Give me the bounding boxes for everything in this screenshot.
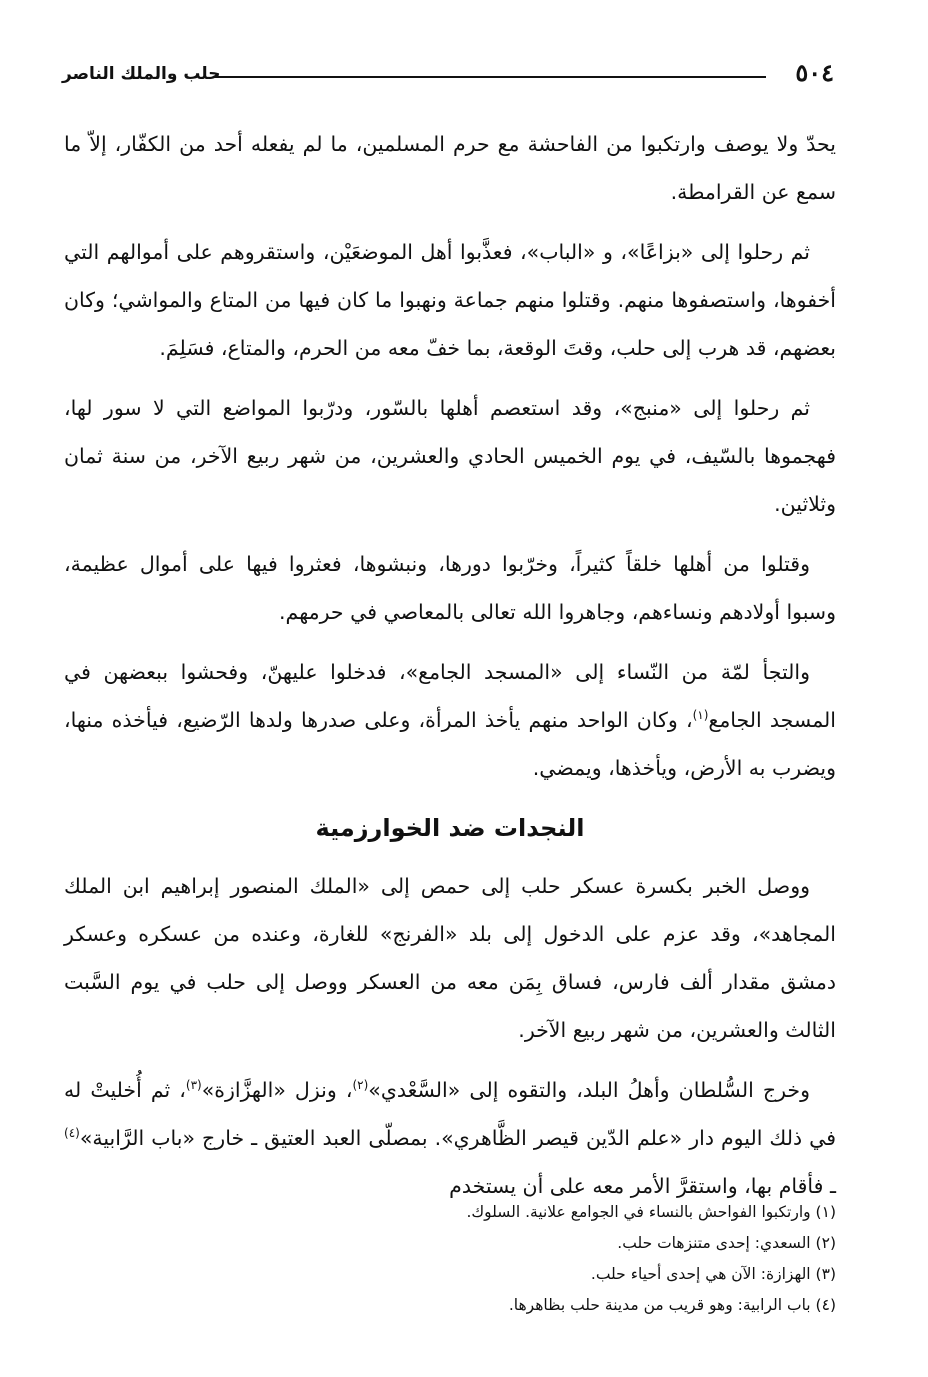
footnote-reference[interactable]: (٤) bbox=[64, 1126, 80, 1141]
body-text bbox=[64, 120, 836, 1222]
paragraph: ثم رحلوا إلى «منبج»، وقد استعصم أهلها بالسّور، ودرّبوا المواضع التي لا سور لها، فهجموها بالسّيف، في يوم الخميس الحادي والعشرين، من شهر ربيع الآخر، من سنة ثمان وثلاثين. bbox=[64, 396, 836, 516]
footnote-text: السعدي: إحدى متنزهات حلب. bbox=[617, 1234, 816, 1252]
running-title: حلب والملك الناصر bbox=[62, 64, 221, 84]
page-number: ٥٠٤ bbox=[795, 58, 834, 87]
footnote-text: باب الرابية: وهو قريب من مدينة حلب بظاهرها. bbox=[508, 1296, 816, 1314]
paragraph: وقتلوا من أهلها خلقاً كثيراً، وخرّبوا دورها، ونبشوها، فعثروا فيها على أموال عظيمة، وسبوا أولادهم ونساءهم، وجاهروا الله تعالى بالمعاصي في حرمهم. bbox=[64, 552, 836, 624]
footnote-reference[interactable]: (١) bbox=[692, 708, 709, 723]
paragraph bbox=[64, 648, 836, 792]
footnote-number: (١) bbox=[815, 1203, 836, 1221]
footnotes bbox=[64, 1197, 836, 1321]
footnote-text: الهزازة: الآن هي إحدى أحياء حلب. bbox=[590, 1265, 816, 1283]
paragraph-text: ، ثم أُخليتْ له في ذلك اليوم دار «علم الدّين قيصر الظَّاهري». بمصلّى العبد العتيق ـ خارج «باب الرَّابية» bbox=[64, 1078, 836, 1150]
paragraph: ووصل الخبر بكسرة عسكر حلب إلى حمص إلى «الملك المنصور إبراهيم ابن الملك المجاهد»، وقد عزم على الدخول إلى بلد «الفرنج» للغارة، وعنده من عسكره وعسكر دمشق مقدار ألف فارس، فساق بِمَن معه من العسكر ووصل إلى حلب في يوم السَّبت الثالث والعشرين، من شهر ربيع الآخر. bbox=[64, 874, 836, 1042]
footnote bbox=[64, 1197, 836, 1228]
footnote bbox=[64, 1228, 836, 1259]
paragraph-text: ، وكان الواحد منهم يأخذ المرأة، وعلى صدرها ولدها الرّضيع، فيأخذه منها، ويضرب به الأرض، ويأخذها، ويمضي. bbox=[64, 708, 836, 780]
paragraph bbox=[64, 1066, 836, 1210]
paragraph-text: والتجأ لمّة من النّساء إلى «المسجد الجامع»، فدخلوا عليهنّ، وفحشوا ببعضهن في المسجد الجامع bbox=[64, 660, 836, 732]
footnote-number: (٢) bbox=[815, 1234, 836, 1252]
paragraph-text: ـ فأقام بها، واستقرَّ الأمر معه على أن يستخدم bbox=[449, 1174, 836, 1198]
page-header bbox=[62, 58, 834, 92]
footnote-reference[interactable]: (٢) bbox=[352, 1078, 369, 1093]
footnote-number: (٤) bbox=[815, 1296, 836, 1314]
paragraph-text: ، ونزل «الهزَّازة» bbox=[201, 1078, 353, 1102]
footnote-number: (٣) bbox=[815, 1265, 836, 1283]
footnote-text: وارتكبوا الفواحش بالنساء في الجوامع علانية. السلوك. bbox=[466, 1203, 816, 1221]
footnote bbox=[64, 1290, 836, 1321]
footnote bbox=[64, 1259, 836, 1290]
paragraph: يحدّ ولا يوصف وارتكبوا من الفاحشة مع حرم المسلمين، ما لم يفعله أحد من الكفّار، إلاّ ما سمع عن القرامطة. bbox=[64, 132, 836, 204]
header-rule bbox=[214, 76, 766, 78]
paragraph: ثم رحلوا إلى «بزاعًا»، و «الباب»، فعذَّبوا أهل الموضعَيْن، واستقروهم على أموالهم التي أخفوها، واستصفوها منهم. وقتلوا منهم جماعة ونهبوا ما كان فيها من المتاع والمواشي؛ وكان بعضهم، قد هرب إلى حلب، وقتَ الوقعة، بما خفّ معه من الحرم، والمتاع، فسَلِمَ. bbox=[64, 240, 836, 360]
footnote-reference[interactable]: (٣) bbox=[185, 1078, 202, 1093]
section-heading: النجدات ضد الخوارزمية bbox=[315, 814, 585, 842]
paragraph-text: وخرج السُّلطان وأهلُ البلد، والتقوه إلى «السَّعْدي» bbox=[368, 1078, 810, 1102]
